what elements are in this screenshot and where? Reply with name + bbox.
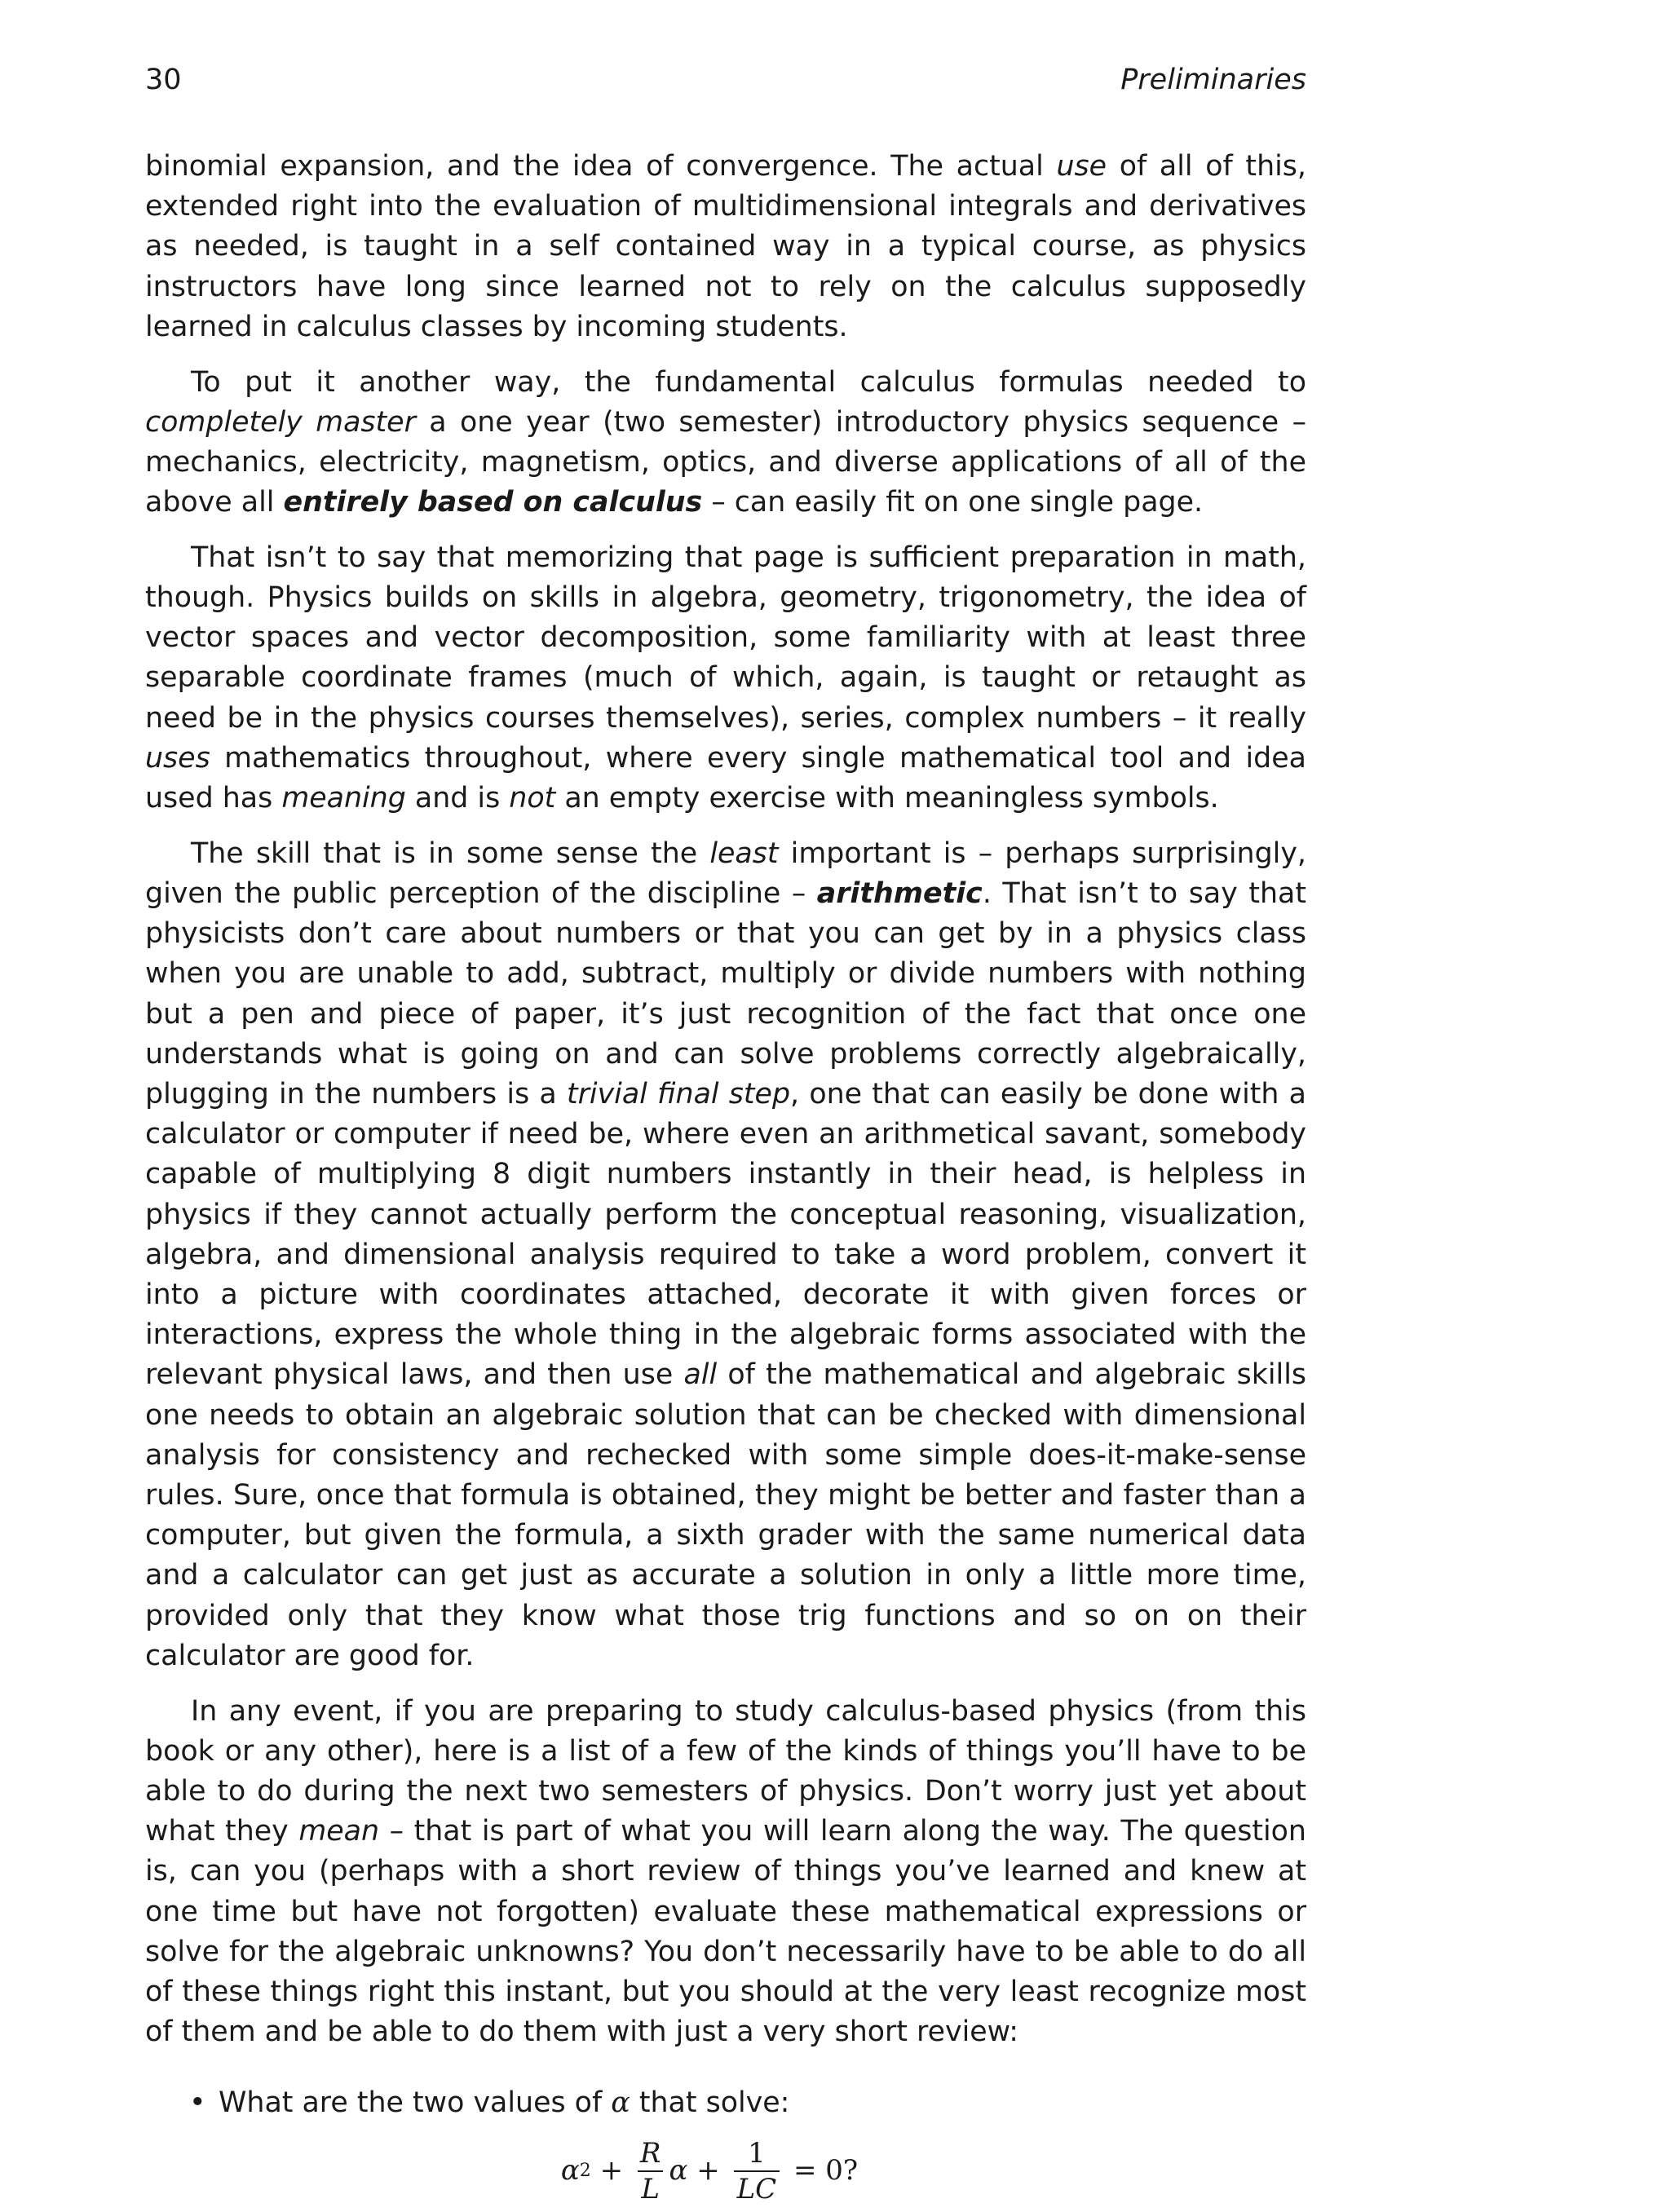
emphasis-text: all (683, 1358, 718, 1392)
emphasis-text: trivial final step (566, 1077, 791, 1110)
text-run: and is (405, 782, 510, 815)
eq-alpha: α (560, 2153, 580, 2187)
body-text (145, 147, 1306, 2212)
text-run: The skill that is in some sense the (191, 837, 710, 870)
text-run: mathematics throughout, where every single mathematical tool and idea used has (145, 741, 1306, 815)
bullet-text-after: that solve: (630, 2086, 790, 2120)
paragraph-container (145, 147, 1306, 2052)
paragraph (145, 147, 1306, 347)
emphasis-text: uses (145, 741, 210, 775)
text-run: In any event, if you are preparing to study calculus-based physics (from this book or any other), here is a list of a few of the kinds of things you’ll have to be able to do during the next two semesters of physics. Don’t worry just yet about what they (145, 1694, 1306, 1848)
strong-emphasis-text: entirely based on calculus (283, 486, 703, 519)
bullet-icon: • (189, 2086, 206, 2120)
eq-frac2-numerator: 1 (748, 2136, 766, 2170)
eq-fraction-1-over-lc (734, 2136, 780, 2206)
text-run: of all of this, extended right into the evaluation of multidimensional integrals and derivatives as needed, is taught in a self contained way in a typical course, as physics instructors have long since learned not to rely on the calculus supposedly learned in calculus classes by incoming students. (145, 150, 1306, 343)
emphasis-text: least (709, 837, 779, 870)
strong-emphasis-text: arithmetic (816, 876, 983, 910)
emphasis-text: meaning (281, 782, 406, 815)
page-header (145, 60, 1306, 109)
eq-fraction-r-over-l (637, 2136, 665, 2206)
page-number: 30 (145, 64, 182, 96)
text-run: – that is part of what you will learn along the way. The question is, can you (perhaps with a short review of things you’ve learned and knew at one time but have not forgotten) evaluate these mathematical expressions or solve for the algebraic unknowns? You don’t necessarily have to be able to do all of these things right this instant, but you should at the very least recognize most of them and be able to do them with just a very short review: (145, 1815, 1306, 2049)
eq-plus-2: + (687, 2153, 729, 2187)
text-run: an empty exercise with meaningless symbols. (555, 782, 1219, 815)
emphasis-text: mean (298, 1815, 380, 1848)
text-run: important is – perhaps surprisingly, given the public perception of the discipline – (145, 837, 1306, 910)
text-run: – can easily fit on one single page. (702, 486, 1204, 519)
text-run: binomial expansion, and the idea of convergence. The actual (145, 150, 1057, 183)
eq-rhs: = 0? (784, 2153, 859, 2187)
exercise-list (145, 2083, 1306, 2211)
quadratic-equation (219, 2130, 1306, 2212)
eq-frac1-numerator: R (639, 2136, 661, 2170)
text-run: of the mathematical and algebraic skills one needs to obtain an algebraic solution that can be checked with dimensional analysis for consistency and rechecked with some simple does-it-make-sense rules. Sure, once that formula is obtained, they might be better and faster than a computer, but given the formula, a sixth grader with the same numerical data and a calculator can get just as accurate a solution in only a little more time, provided only that they know what those trig functions and so on on their calculator are good for. (145, 1358, 1306, 1672)
eq-frac1-denominator: L (638, 2170, 663, 2206)
running-title: Preliminaries (1120, 64, 1306, 96)
text-run: That isn’t to say that memorizing that page is sufficient preparation in math, though. Physics builds on skills in algebra, geometry, trigonometry, the idea of vector spaces and vector decomposition, some familiarity with at least three separable coordinate frames (much of which, again, is taught or retaught as need be in the physics courses themselves), series, complex numbers – it really (145, 541, 1306, 735)
eq-alpha-2: α (669, 2153, 688, 2187)
list-item (145, 2083, 1306, 2211)
bullet-text-before: What are the two values of (219, 2086, 612, 2120)
eq-plus-1: + (590, 2153, 632, 2187)
eq-frac2-denominator: LC (734, 2170, 780, 2206)
eq-exponent: 2 (579, 2160, 591, 2181)
text-run: a one year (two semester) introductory physics sequence – mechanics, electricity, magnetism, optics, and diverse applications of all of the above all (145, 405, 1306, 519)
paragraph (145, 538, 1306, 819)
text-run: , one that can easily be done with a calculator or computer if need be, where even an arithmetical savant, somebody capable of multiplying 8 digit numbers instantly in their head, is helpless in physics if they cannot actually perform the conceptual reasoning, visualization, algebra, and dimensional analysis required to take a word problem, convert it into a picture with coordinates attached, decorate it with given forces or interactions, express the whole thing in the algebraic forms associated with the relevant physical laws, and then use (145, 1077, 1306, 1392)
paragraph (145, 363, 1306, 523)
paragraph (145, 1692, 1306, 2053)
emphasis-text: use (1056, 150, 1107, 183)
alpha-symbol: α (611, 2086, 630, 2120)
emphasis-text: completely master (145, 405, 416, 439)
text-run: To put it another way, the fundamental calculus formulas needed to (191, 365, 1306, 399)
paragraph (145, 834, 1306, 1676)
text-run: . That isn’t to say that physicists don’t care about numbers or that you can get by in a physics class when you are unable to add, subtract, multiply or divide numbers with nothing but a pen and piece of paper, it’s just recognition of the fact that once one understands what is going on and can solve problems correctly algebraically, plugging in the numbers is a (145, 876, 1306, 1110)
emphasis-text: not (509, 782, 556, 815)
